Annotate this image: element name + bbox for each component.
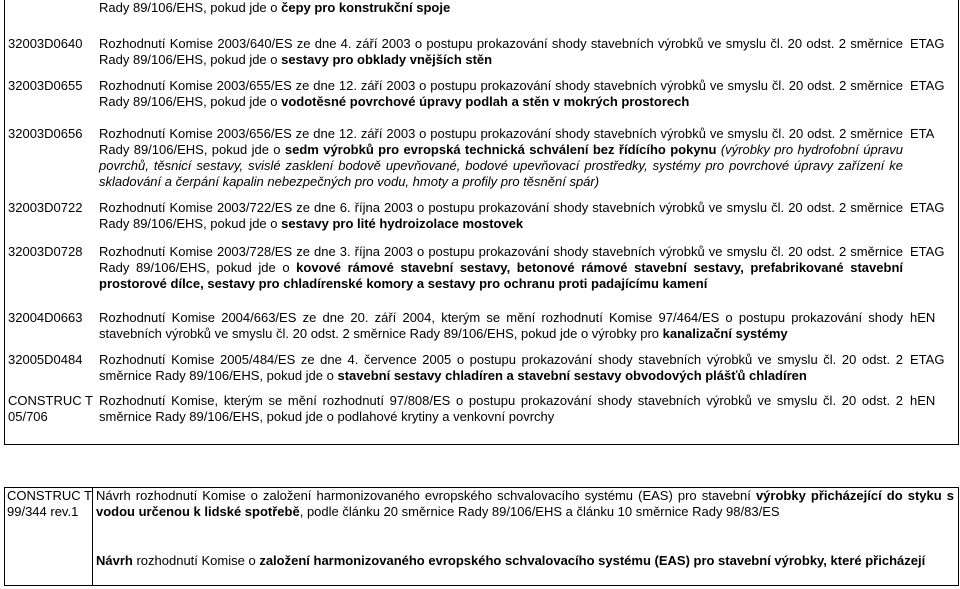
- draft-description: [93, 488, 959, 585]
- description-text: rozhodnutí Komise o: [132, 553, 260, 568]
- table-row: [5, 301, 960, 343]
- table-row: [5, 0, 960, 27]
- decision-description: [97, 191, 907, 235]
- document-code: CONSTRUC T 99/344 rev.1: [5, 488, 93, 585]
- attestation-type: ETAG: [910, 78, 945, 93]
- bold-text: stavební sestavy chladíren a stavební sestavy obvodových plášťů chladíren: [337, 368, 807, 383]
- bold-text: sedm výrobků pro evropská technická schválení bez řídícího pokynu: [284, 142, 717, 157]
- draft-decisions-table: [4, 487, 959, 586]
- bold-text: kovové rámové stavební sestavy, betonové rámové stavební sestavy, prefabrikované stavební prostorové dílce, sestavy pro chladírenské komory a sestavy pro ochranu proti padajícímu kamení: [99, 260, 903, 291]
- bold-text: založení harmonizovaného evropského schvalovacího systému (EAS) pro stavební výrobky, které přicházejí: [259, 553, 926, 568]
- draft-paragraph-2: [96, 553, 954, 569]
- decision-description: [97, 117, 907, 191]
- description-text: Rozhodnutí Komise 2003/655/ES ze dne 12. září 2003 o postupu prokazování shody stavebních výrobků ve smyslu čl. 20 odst. 2 směrnice Rady 89/106/EHS, pokud jde o: [99, 78, 903, 109]
- document-code: 32003D0655: [8, 78, 83, 93]
- decision-description: [97, 0, 907, 27]
- bold-text: vodotěsné povrchové úpravy podlah a stěn v mokrých prostorech: [281, 94, 690, 109]
- description-text: Rozhodnutí Komise 2003/640/ES ze dne 4. září 2003 o postupu prokazování shody stavebních výrobků ve smyslu čl. 20 odst. 2 směrnice Rady 89/106/EHS, pokud jde o: [99, 36, 903, 67]
- document-code: 32003D0728: [8, 244, 83, 259]
- description-text: Rozhodnutí Komise 2003/722/ES ze dne 6. října 2003 o postupu prokazování shody stavebních výrobků ve smyslu čl. 20 odst. 2 směrnice Rady 89/106/EHS, pokud jde o: [99, 200, 903, 231]
- bold-text: čepy pro konstrukční spoje: [281, 0, 451, 15]
- table-row: [5, 235, 960, 301]
- attestation-type: ETAG: [910, 244, 945, 259]
- document-code: [5, 0, 97, 27]
- decision-description: [97, 301, 907, 343]
- table-row: [5, 343, 960, 384]
- bold-text: výrobky přicházející do styku s vodou určenou k lidské spotřebě: [96, 488, 954, 519]
- decision-description: [97, 384, 907, 444]
- table-row: [5, 488, 958, 585]
- document-code: 32003D0656: [8, 126, 83, 141]
- bold-text: sestavy pro obklady vnějších stěn: [281, 52, 493, 67]
- bold-text: kanalizační systémy: [662, 326, 788, 341]
- bold-text: Návrh: [96, 553, 133, 568]
- attestation-type: ETA: [910, 126, 935, 141]
- decisions-table: [4, 0, 959, 445]
- draft-paragraph-1: [96, 488, 954, 520]
- decision-description: [97, 69, 907, 117]
- decision-description: [97, 27, 907, 69]
- description-text: Rozhodnutí Komise 2003/728/ES ze dne 3. října 2003 o postupu prokazování shody stavebních výrobků ve smyslu čl. 20 odst. 2 směrnice Rady 89/106/EHS, pokud jde o: [99, 244, 903, 275]
- italic-text: (výrobky pro hydrofobní úpravu povrchů, těsnicí sestavy, svislé zasklení bodově upevňované, bodové upevňovací prostředky, systémy pro povrchové úpravy zařízení ke skladování a čerpání kapalin nebezpečných pro vodu, hmoty a profily pro těsnění spár): [99, 142, 903, 189]
- table-row: [5, 27, 960, 69]
- document-code: 32005D0484: [8, 352, 83, 367]
- description-text: Rozhodnutí Komise, kterým se mění rozhodnutí 97/808/ES o postupu prokazování shody stavebních výrobků ve smyslu čl. 20 odst. 2 směrnice Rady 89/106/EHS, pokud jde o podlahové krytiny a venkovní povrchy: [99, 393, 903, 424]
- decision-description: [97, 343, 907, 384]
- bold-text: sestavy pro lité hydroizolace mostovek: [281, 216, 524, 231]
- description-text: Návrh rozhodnutí Komise o založení harmonizovaného evropského schvalovacího systému (EAS) pro stavební: [96, 488, 756, 503]
- description-text: Rozhodnutí Komise 2003/656/ES ze dne 12. září 2003 o postupu prokazování shody stavebních výrobků ve smyslu čl. 20 odst. 2 směrnice Rady 89/106/EHS, pokud jde o: [99, 126, 903, 157]
- attestation-type: hEN: [910, 393, 936, 408]
- paragraph-spacer: [96, 520, 954, 553]
- description-text: Rozhodnutí Komise 2005/484/ES ze dne 4. července 2005 o postupu prokazování shody stavebních výrobků ve smyslu čl. 20 odst. 2 směrnice Rady 89/106/EHS, pokud jde o: [99, 352, 903, 383]
- description-text: , podle článku 20 směrnice Rady 89/106/EHS a článku 10 směrnice Rady 98/83/ES: [299, 504, 780, 519]
- attestation-type: ETAG: [910, 200, 945, 215]
- table-row: [5, 384, 960, 444]
- attestation-type: hEN: [910, 310, 936, 325]
- document-code: 32003D0722: [8, 200, 83, 215]
- table-row: [5, 69, 960, 117]
- table-row: [5, 191, 960, 235]
- document-code: 32004D0663: [8, 310, 83, 325]
- decision-description: [97, 235, 907, 301]
- attestation-type: ETAG: [910, 352, 945, 367]
- attestation-type: ETAG: [910, 36, 945, 51]
- description-text: Rozhodnutí Komise 2004/663/ES ze dne 20. září 2004, kterým se mění rozhodnutí Komise 97/464/ES o postupu prokazování shody stavebních výrobků ve smyslu čl. 20 odst. 2 směrnice Rady 89/106/EHS, pokud jde o výrobky pro: [99, 310, 903, 341]
- description-text: Rady 89/106/EHS, pokud jde o: [99, 0, 282, 15]
- table-row: [5, 117, 960, 191]
- document-code: CONSTRUC T 05/706: [8, 393, 93, 424]
- attestation-type: [907, 0, 960, 27]
- decisions-table-body: [5, 0, 960, 444]
- document-code: 32003D0640: [8, 36, 83, 51]
